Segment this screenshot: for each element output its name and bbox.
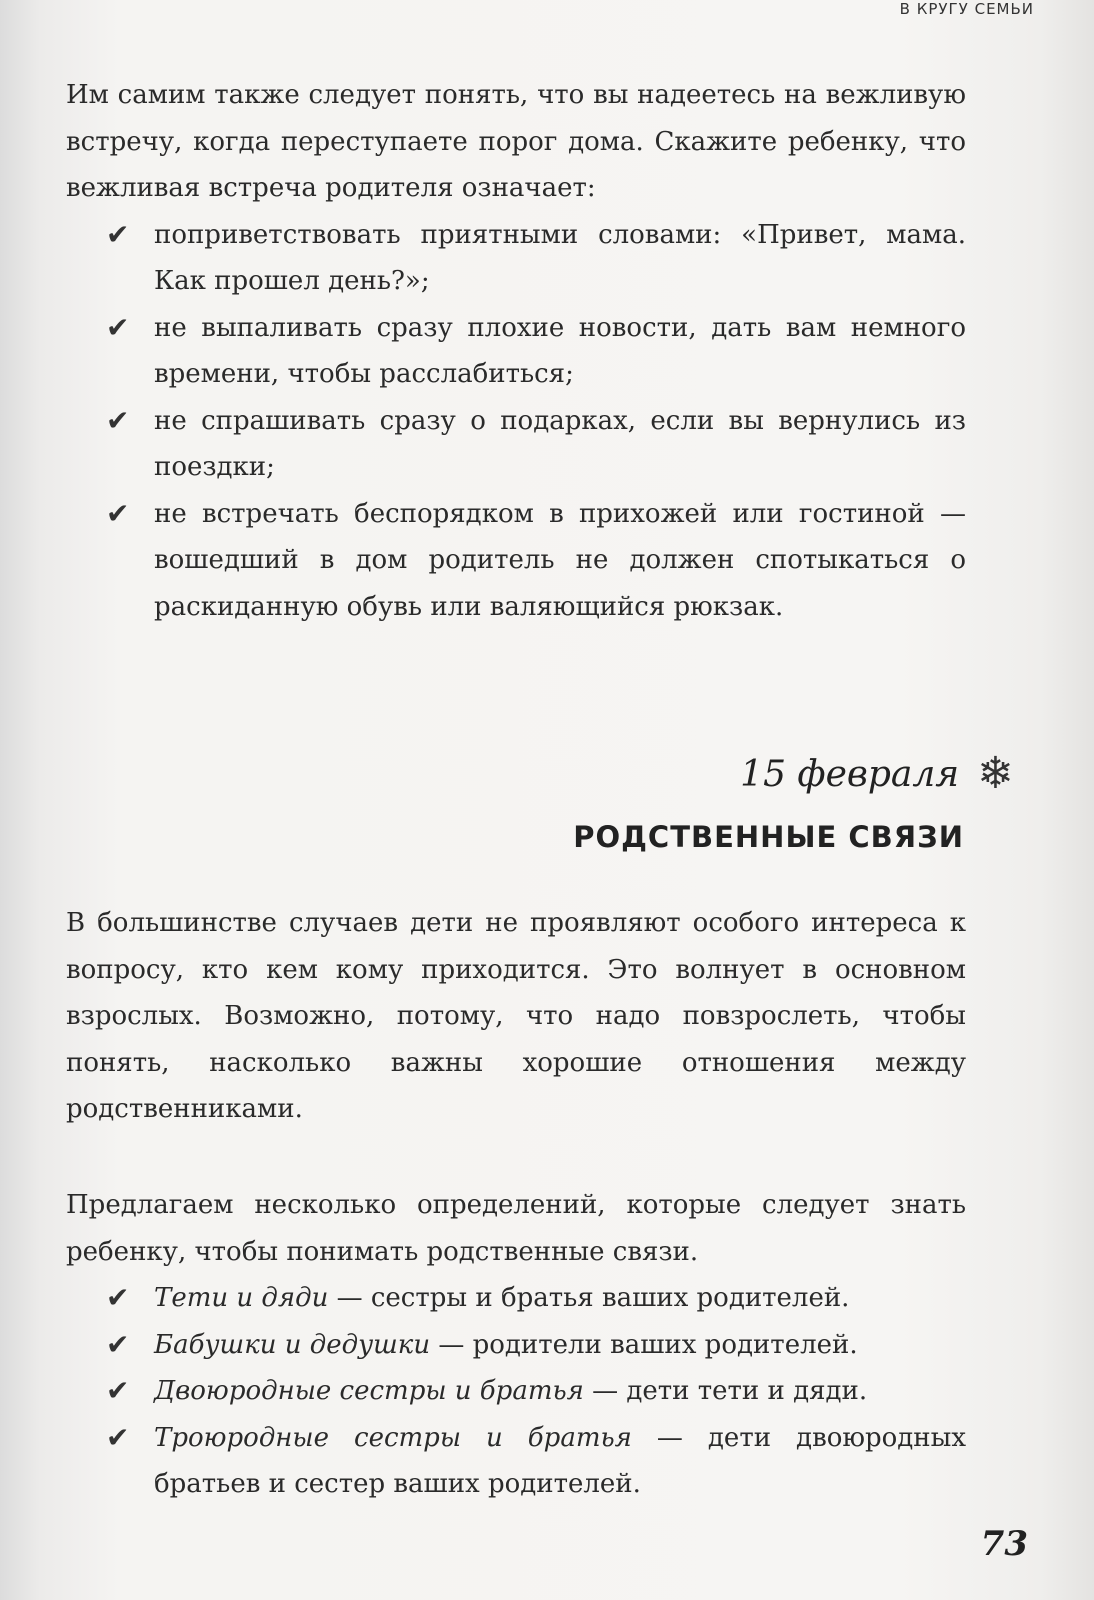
- page-number: 73: [980, 1524, 1028, 1564]
- rules-list: [66, 212, 966, 631]
- list-item-text: поприветствовать приятными словами: «Привет, мама. Как прошел день?»;: [154, 219, 966, 296]
- list-item: [66, 1275, 966, 1322]
- list-item: [66, 1368, 966, 1415]
- definition-term: Двоюродные сестры и братья: [154, 1376, 584, 1406]
- definition-text: — дети тети и дяди.: [583, 1376, 868, 1406]
- date-label: 15 февраля: [740, 753, 960, 795]
- running-head: В КРУГУ СЕМЬИ: [899, 0, 1034, 18]
- definition-term: Троюродные сестры и братья: [154, 1422, 632, 1453]
- definition-term: Бабушки и дедушки: [154, 1329, 431, 1360]
- checkmark-icon: ✔: [106, 217, 130, 251]
- checkmark-icon: ✔: [106, 1420, 130, 1454]
- definition-text: — родители ваших родителей.: [430, 1329, 858, 1360]
- list-item: [66, 305, 966, 398]
- intro-block: [66, 72, 966, 630]
- checkmark-icon: ✔: [106, 403, 130, 437]
- date-heading: [740, 748, 1014, 799]
- list-item: [66, 491, 966, 631]
- checkmark-icon: ✔: [106, 1327, 130, 1361]
- list-item: [66, 1415, 966, 1508]
- definition-text: — дети двоюродных братьев и сестер ваших родителей.: [154, 1422, 966, 1499]
- checkmark-icon: ✔: [106, 1374, 130, 1407]
- intro-paragraph: Им самим также следует понять, что вы надеетесь на вежливую встречу, когда переступаете порог дома. Скажите ребенку, что вежливая встреча родителя означает:: [66, 80, 966, 203]
- list-item-text: не спрашивать сразу о подарках, если вы вернулись из поездки;: [154, 405, 966, 482]
- definitions-block: [66, 1182, 966, 1508]
- snowflake-icon: ❄: [977, 748, 1014, 799]
- definition-text: — сестры и братья ваших родителей.: [328, 1283, 850, 1313]
- list-item-text: не выпаливать сразу плохие новости, дать вам немного времени, чтобы расслабиться;: [154, 312, 966, 389]
- paragraph: В большинстве случаев дети не проявляют особого интереса к вопросу, кто кем кому приходится. Это волнует в основном взрослых. Возможно, потому, что надо повзрослеть, чтобы понять, насколько важны хорошие отношения между родственниками.: [66, 908, 966, 1124]
- definition-term: Тети и дяди: [154, 1283, 329, 1313]
- paragraph-block-2: [66, 900, 966, 1133]
- checkmark-icon: ✔: [106, 496, 130, 530]
- checkmark-icon: ✔: [106, 1281, 130, 1314]
- list-item: [66, 1322, 966, 1369]
- list-item-text: не встречать беспорядком в прихожей или гостиной — вошедший в дом родитель не должен спотыкаться о раскиданную обувь или валяющийся рюкзак.: [154, 498, 966, 622]
- checkmark-icon: ✔: [106, 310, 130, 344]
- section-title: РОДСТВЕННЫЕ СВЯЗИ: [573, 820, 964, 854]
- definitions-list: [66, 1275, 966, 1508]
- list-item: [66, 212, 966, 305]
- paragraph: Предлагаем несколько определений, которые следует знать ребенку, чтобы понимать родственные связи.: [66, 1190, 966, 1267]
- list-item: [66, 398, 966, 491]
